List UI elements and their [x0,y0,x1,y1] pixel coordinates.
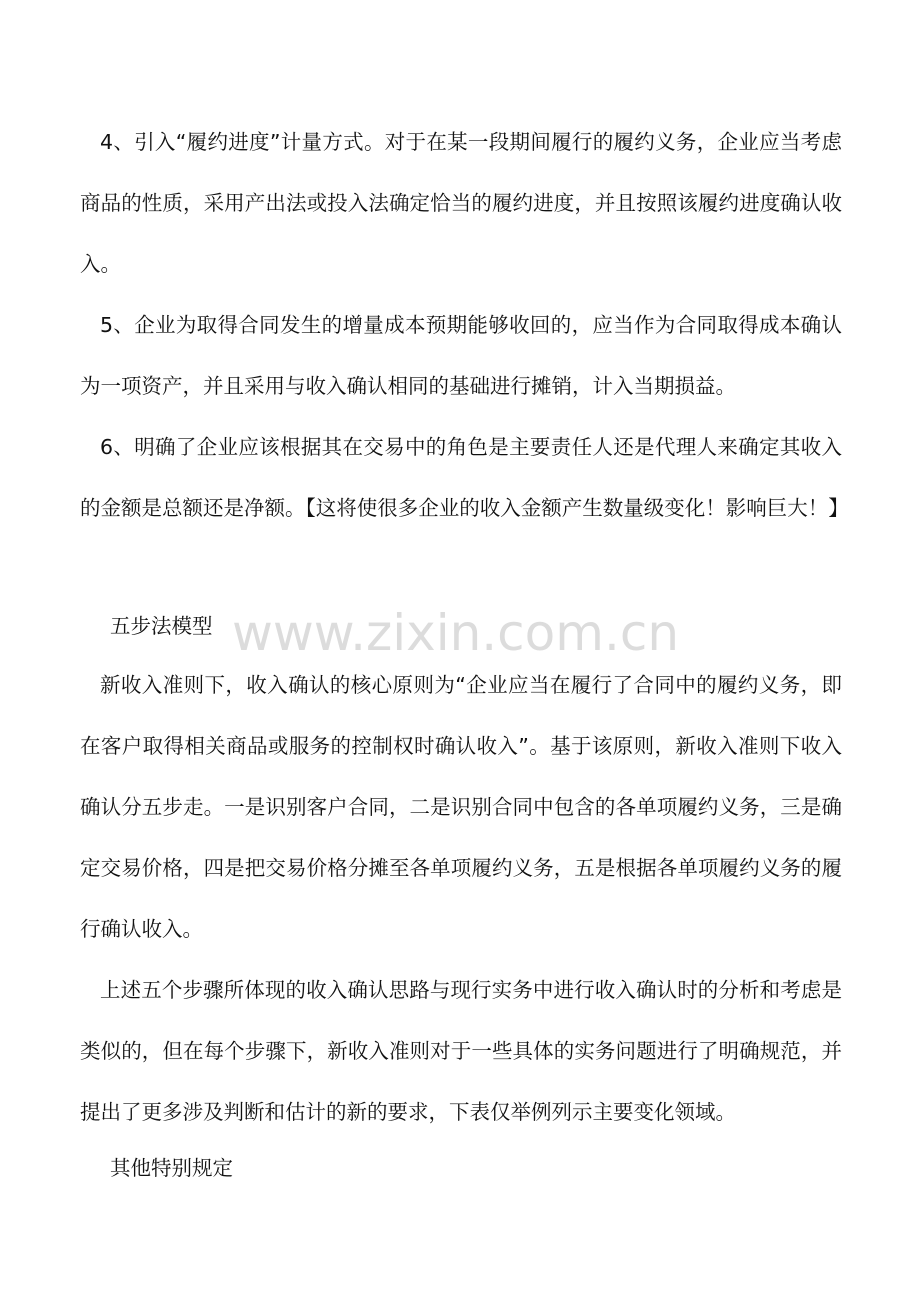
paragraph-five-steps: 上述五个步骤所体现的收入确认思路与现行实务中进行收入确认时的分析和考虑是类似的，但在每个步骤下，新收入准则对于一些具体的实务问题进行了明确规范，并提出了更多涉及判断和估计的新的要求，下表仅举例列示主要变化领域。 [80,978,842,1124]
heading-five-step-model: 五步法模型 [110,614,213,638]
heading-other-rules: 其他特别规定 [110,1156,233,1180]
watermark: www.zixin.com.cn [232,604,680,662]
paragraph-5: 5、企业为取得合同发生的增量成本预期能够收回的，应当作为合同取得成本确认为一项资产，并且采用与收入确认相同的基础进行摊销，计入当期损益。 [80,313,842,398]
paragraph-6: 6、明确了企业应该根据其在交易中的角色是主要责任人还是代理人来确定其收入的金额是总额还是净额。【这将使很多企业的收入金额产生数量级变化！影响巨大！】 [80,435,849,520]
paragraph-4: 4、引入“履约进度”计量方式。对于在某一段期间履行的履约义务，企业应当考虑商品的性质，采用产出法或投入法确定恰当的履约进度，并且按照该履约进度确认收入。 [80,130,842,276]
paragraph-new-standard: 新收入准则下，收入确认的核心原则为“企业应当在履行了合同中的履约义务，即在客户取得相关商品或服务的控制权时确认收入”。基于该原则，新收入准则下收入确认分五步走。一是识别客户合同，二是识别合同中包含的各单项履约义务，三是确定交易价格，四是把交易价格分摊至各单项履约义务，五是根据各单项履约义务的履行确认收入。 [80,673,842,941]
